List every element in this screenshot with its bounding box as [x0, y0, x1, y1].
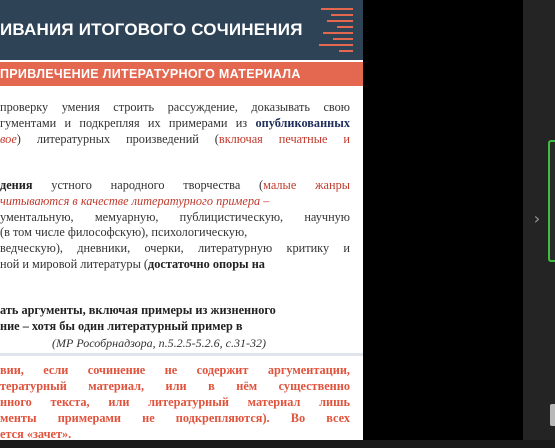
text-line: (в том числе философскую), психологическую, [0, 225, 248, 239]
text-line: читываются в качестве литературного примера – [0, 194, 270, 208]
slide-title: ИВАНИЯ ИТОГОВОГО СОЧИНЕНИЯ [0, 20, 303, 39]
divider [0, 353, 363, 356]
chevron-right-icon[interactable]: › [533, 209, 541, 228]
header-decoration [317, 6, 357, 52]
warning-line: вии, если сочинение не содержит аргументации, [0, 363, 350, 377]
text-line: ать аргументы, включая примеры из жизненного [0, 303, 276, 317]
text-line: ведческую), дневники, очерки, литературную критику и [0, 241, 350, 255]
section-title: ПРИВЛЕЧЕНИЕ ЛИТЕРАТУРНОГО МАТЕРИАЛА [0, 67, 301, 81]
selected-slide-thumbnail[interactable] [548, 140, 555, 262]
text-line: гументами и подкрепляя их примерами из опубликованных [0, 116, 350, 130]
text-line: вое) литературных произведений (включая печатные и [0, 132, 350, 146]
viewer-background [363, 0, 525, 440]
warning-line: ется «зачет». [0, 427, 72, 440]
text-line: проверку умения строить рассуждение, доказывать свою [0, 100, 350, 114]
section-band [0, 62, 363, 86]
slide-header [0, 0, 363, 60]
warning-line: менты примерами не подкрепляются). Во всех [0, 411, 350, 425]
text-line: ной и мировой литературы (достаточно опоры на [0, 257, 265, 271]
warning-line: нного текста, или литературный материал лишь [0, 395, 350, 409]
reference-note: (МР Рособрнадзора, п.5.2.5-5.2.6, с.31-32) [52, 336, 266, 350]
warning-line: тературный материал, или в нём существенно [0, 379, 350, 393]
slide-thumbnail[interactable] [550, 404, 555, 426]
text-line: дения устного народного творчества (малые жанры [0, 178, 350, 192]
text-line: ние – хотя бы один литературный пример в [0, 319, 243, 333]
text-line: ументальную, мемуарную, публицистическую, научную [0, 210, 350, 224]
